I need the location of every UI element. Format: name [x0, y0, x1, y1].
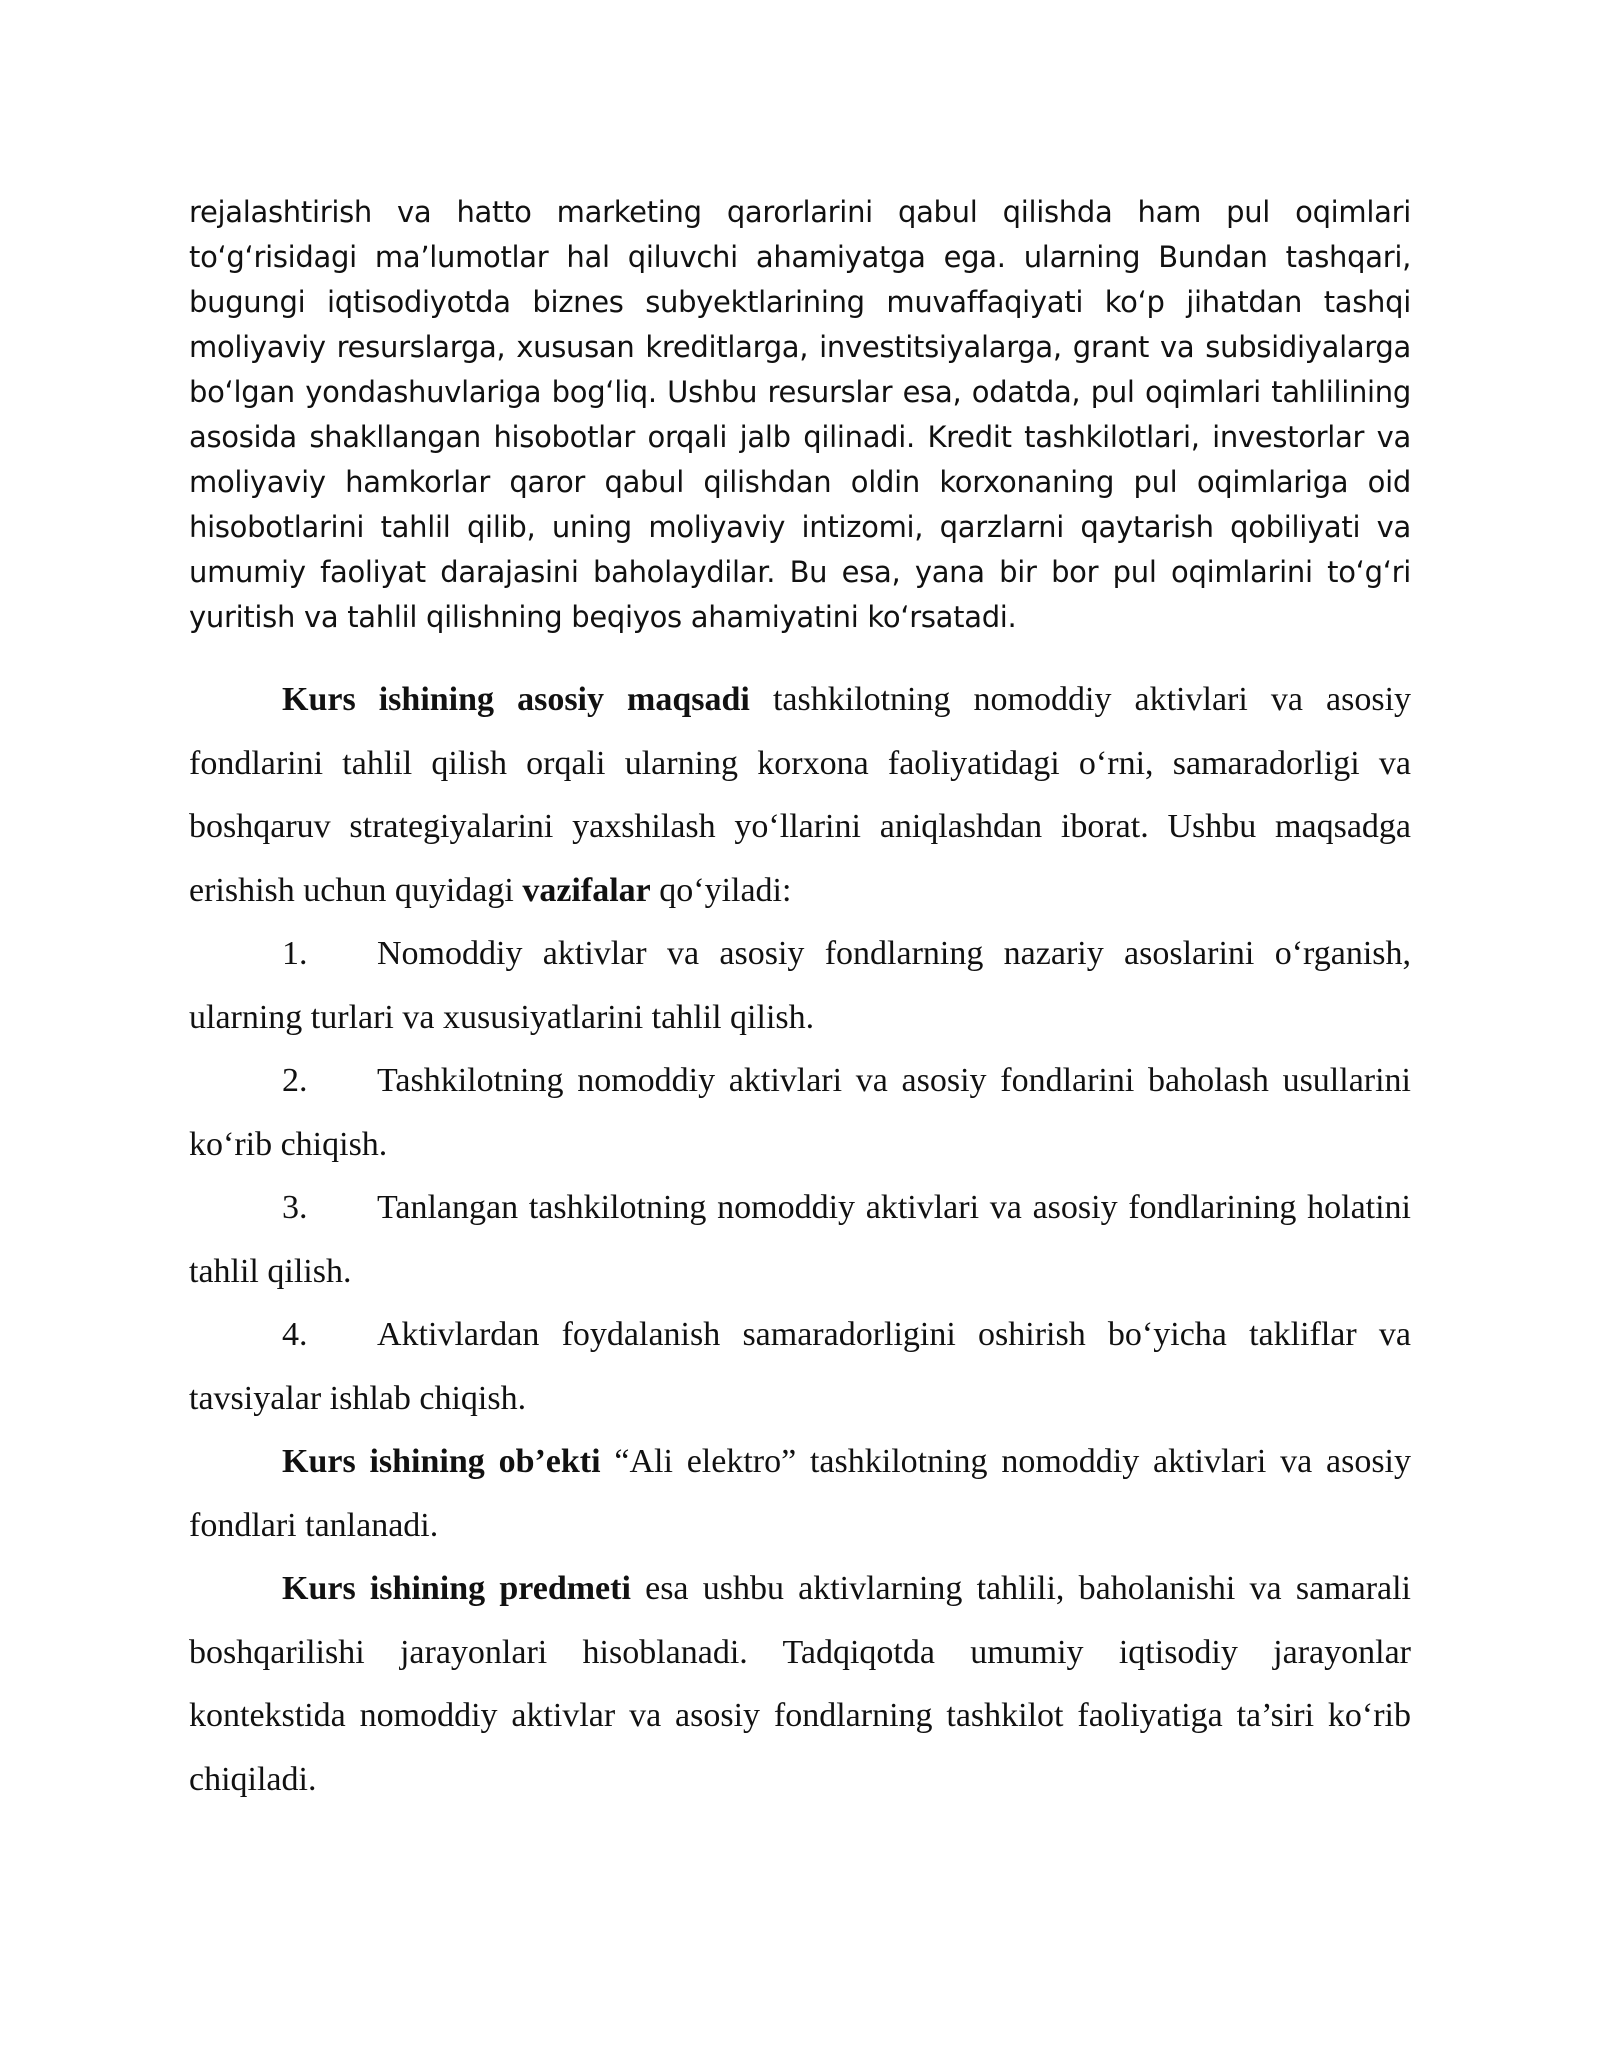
task-number: 4.: [282, 1316, 308, 1353]
task-text: Tashkilotning nomoddiy aktivlari va asosiy fondlarini baholash usullarini ko‘rib chiqish.: [189, 1062, 1411, 1163]
task-text: Nomoddiy aktivlar va asosiy fondlarning nazariy asoslarini o‘rganish, ularning turlari va xususiyatlarini tahlil qilish.: [189, 935, 1411, 1036]
subject-text: esa ushbu aktivlarning tahlili, baholanishi va samarali boshqarilishi jarayonlari hisoblanadi. Tadqiqotda umumiy iqtisodiy jarayonlar kontekstida nomoddiy aktivlar va asosiy fondlarning tashkilot faoliyatiga ta’siri ko‘rib chiqiladi.: [189, 1570, 1411, 1798]
tasks-keyword: vazifalar: [522, 871, 651, 909]
goal-text: tashkilotning nomoddiy aktivlari va asosiy fondlarini tahlil qilish orqali ularning korxona faoliyatidagi o‘rni, samaradorligi va boshqaruv strategiyalarini yaxshilash yo‘llarini aniqlashdan iborat. Ushbu maqsadga erishish uchun quyidagi: [189, 681, 1412, 909]
subject-paragraph: [189, 1557, 1411, 1811]
goal-heading: Kurs ishining asosiy maqsadi: [282, 681, 750, 718]
object-paragraph: [189, 1430, 1411, 1557]
task-item-4: [189, 1303, 1411, 1430]
object-text: “Ali elektro” tashkilotning nomoddiy aktivlari va asosiy fondlari tanlanadi.: [189, 1443, 1411, 1544]
main-body: [189, 668, 1411, 1811]
intro-paragraph: rejalashtirish va hatto marketing qarorlarini qabul qilishda ham pul oqimlari to‘g‘risidagi ma’lumotlar hal qiluvchi ahamiyatga ega. ularning Bundan tashqari, bugungi iqtisodiyotda biznes subyektlarining muvaffaqiyati ko‘p jihatdan tashqi moliyaviy resurslarga, xususan kreditlarga, investitsiyalarga, grant va subsidiyalarga bo‘lgan yondashuvlariga bog‘liq. Ushbu resurslar esa, odatda, pul oqimlari tahlilining asosida shakllangan hisobotlar orqali jalb qilinadi. Kredit tashkilotlari, investorlar va moliyaviy hamkorlar qaror qabul qilishdan oldin korxonaning pul oqimlariga oid hisobotlarini tahlil qilib, uning moliyaviy intizomi, qarzlarni qaytarish qobiliyati va umumiy faoliyat darajasini baholaydilar. Bu esa, yana bir bor pul oqimlarini to‘g‘ri yuritish va tahlil qilishning beqiyos ahamiyatini ko‘rsatadi.: [189, 195, 1411, 634]
task-number: 3.: [282, 1189, 308, 1226]
goal-text-end: qo‘yiladi:: [650, 871, 792, 909]
task-item-2: [189, 1049, 1411, 1176]
task-text: Aktivlardan foydalanish samaradorligini oshirish bo‘yicha takliflar va tavsiyalar ishlab chiqish.: [189, 1316, 1411, 1417]
task-number: 2.: [282, 1062, 308, 1099]
task-item-1: [189, 922, 1411, 1049]
object-heading: Kurs ishining ob’ekti: [282, 1443, 601, 1480]
task-number: 1.: [282, 935, 308, 972]
goal-paragraph: [189, 668, 1411, 922]
subject-heading: Kurs ishining predmeti: [282, 1570, 631, 1607]
task-text: Tanlangan tashkilotning nomoddiy aktivlari va asosiy fondlarining holatini tahlil qilish.: [189, 1189, 1411, 1290]
task-item-3: [189, 1176, 1411, 1303]
